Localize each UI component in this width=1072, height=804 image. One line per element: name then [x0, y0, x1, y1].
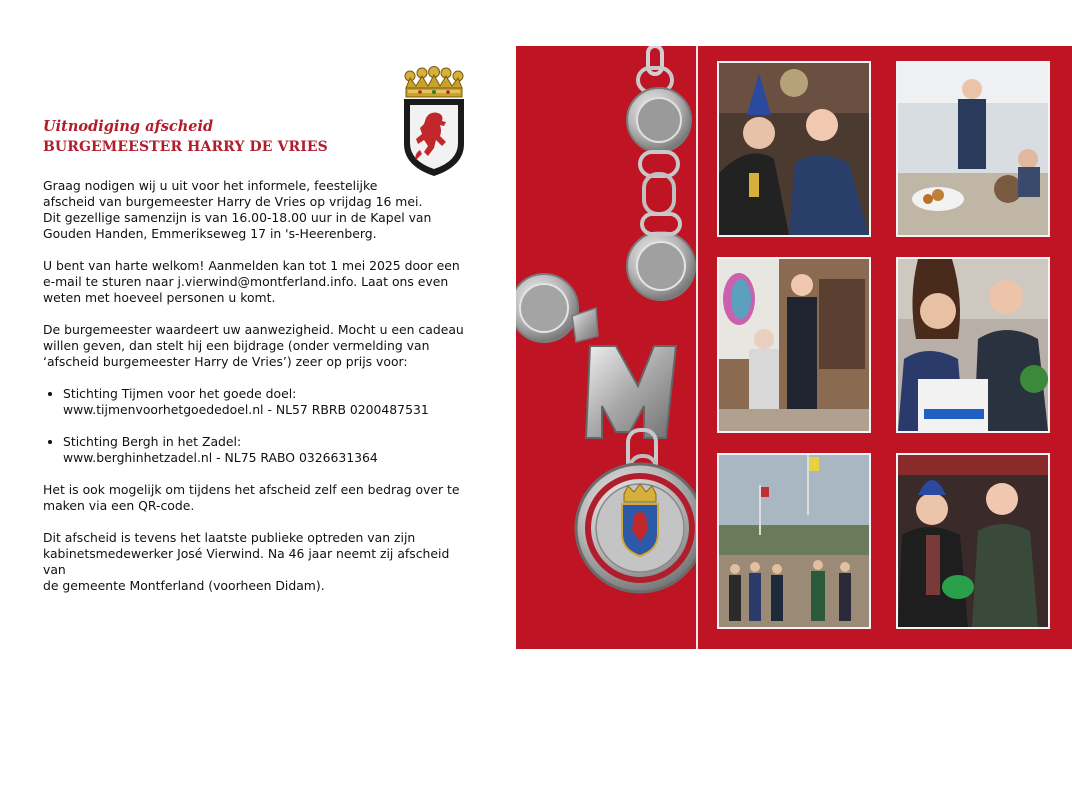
photo-parade	[717, 453, 871, 629]
paragraph-gift: De burgemeester waardeert uw aanwezigheid. Mocht u een cadeau willen geven, dan stelt hij een bijdrage (onder vermelding van ‘afscheid burgemeester Harry de Vries’) zeer op prijs voor:	[43, 322, 464, 369]
coat-of-arms-icon	[400, 66, 468, 178]
panel-divider	[696, 46, 698, 649]
photo-speech-audience	[896, 61, 1050, 237]
photo-carnival-pin	[717, 61, 871, 237]
mayoral-chain	[516, 46, 696, 649]
paragraph-farewell-colleague: Dit afscheid is tevens het laatste publieke optreden van zijn kabinetsmedewerker José Vierwind. Na 46 jaar neemt zij afscheid van de gemeente Montferland (voorheen Didam).	[43, 530, 450, 593]
photo-carnival-duo	[896, 453, 1050, 629]
crown-icon	[405, 67, 463, 98]
paragraph-details: Graag nodigen wij u uit voor het informele, feestelijke afscheid van burgemeester Harry de Vries op vrijdag 16 mei. Dit gezellige samenzijn is van 16.00-18.00 uur in de Kapel van Gouden Handen, Emmerikseweg 17 in 's-Heerenberg.	[43, 178, 432, 241]
charity-list	[43, 386, 468, 466]
invitation-body	[43, 178, 468, 594]
charity-item: • Stichting Bergh in het Zadel: www.berghinhetzadel.nl - NL75 RABO 0326631364	[63, 434, 468, 466]
invitation-title	[43, 117, 383, 157]
paragraph-qr: Het is ook mogelijk om tijdens het afscheid zelf een bedrag over te maken via een QR-code.	[43, 482, 460, 513]
paragraph-registration: U bent van harte welkom! Aanmelden kan tot 1 mei 2025 door een e-mail te sturen naar j.vierwind@montferland.info. Laat ons even weten met hoeveel personen u komt.	[43, 258, 460, 305]
photo-gift-shirt	[896, 257, 1050, 433]
title-line-2: BURGEMEESTER HARRY DE VRIES	[43, 139, 328, 155]
photo-elderly-visit	[717, 257, 871, 433]
title-line-1: Uitnodiging afscheid	[43, 118, 214, 135]
charity-item: • Stichting Tijmen voor het goede doel: www.tijmenvoorhetgoededoel.nl - NL57 RBRB 0200487531	[63, 386, 468, 418]
